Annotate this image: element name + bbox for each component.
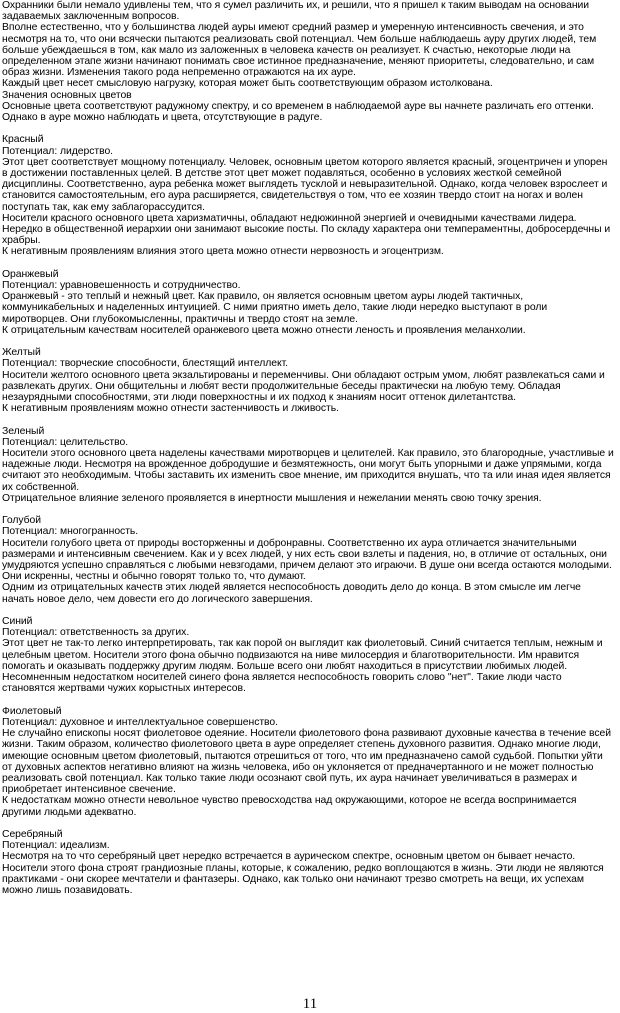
section-title: Зеленый: [2, 425, 45, 437]
section-paragraph: Носители этого основного цвета наделены качествами миротворцев и целителей. Как правило, это благородные, участливые и надежные люди. Несмотря на врожденное добродушие и безмятежность, они могут быть упорными и даже упрямыми, когда считают это необходимым. Чтобы заставить их изменить свое мнение, им приходится внушать, что та или иная идея является их собственной.: [2, 448, 614, 493]
section-paragraph: Этот цвет не так-то легко интерпретировать, так как порой он выглядит как фиолетовый. Синий считается теплым, нежным и целебным цветом. Носители этого фона обычно подвизаются на ниве милосердия и благотворительности. Им нравится помогать и оказывать поддержку другим людям. Больше всего они любят находиться в присутствии любимых людей.: [2, 638, 603, 672]
section-paragraph: К отрицательным качествам носителей оранжевого цвета можно отнести леность и проявления меланхолии.: [2, 324, 526, 336]
section-paragraph: Оранжевый - это теплый и нежный цвет. Как правило, он является основным цветом ауры людей тактичных, коммуникабельных и наделенных интуицией. С ними приятно иметь дело, такие люди нередко выступают в роли миротворцев. Они глубокомысленны, практичны и твердо стоят на земле.: [2, 291, 548, 325]
section-violet: [2, 706, 614, 818]
intro-paragraph: Основные цвета соответствуют радужному спектру, и со временем в наблюдаемой ауре вы начнете различать его оттенки. Однако в ауре можно наблюдать и цвета, отсутствующие в радуге.: [2, 100, 594, 124]
intro-block: [2, 0, 614, 123]
section-paragraph: К негативным проявлениям влияния этого цвета можно отнести нервозность и эгоцентризм.: [2, 246, 444, 258]
section-paragraph: Отрицательное влияние зеленого проявляется в инертности мышления и нежелании менять свою точку зрения.: [2, 492, 542, 504]
section-potential: Потенциал: лидерство.: [2, 145, 114, 157]
section-paragraph: Несомненным недостатком носителей синего фона является неспособность говорить слово "нет". Такие люди часто становятся жертвами чужих корыстных интересов.: [2, 672, 562, 695]
section-title: Желтый: [2, 347, 41, 359]
section-potential: Потенциал: идеализм.: [2, 840, 110, 852]
section-title: Голубой: [2, 515, 42, 527]
section-title: Оранжевый: [2, 268, 59, 280]
section-paragraph: Этот цвет соответствует мощному потенциалу. Человек, основным цветом которого является красный, эгоцентричен и упорен в достижении поставленных целей. В детстве этот цвет может подавляться, особенно в условиях жесткой семейной дисциплины. Соответственно, аура ребенка может выглядеть тусклой и невыразительной. Однако, когда человек взрослеет и становится самостоятельным, его аура расширяется, свидетельствуя о том, что ее хозяин твердо стоит на ногах и волен поступать так, как ему заблагорассудится.: [2, 156, 608, 213]
section-paragraph: Несмотря на то что серебряный цвет нередко встречается в аурическом спектре, основным цветом он бывает нечасто. Носители этого фона строят грандиозные планы, которые, к сожалению, редко воплощаются в жизнь. Эти люди не являются практиками - они скорее мечтатели и фантазеры. Однако, как только они начинают трезво смотреть на вещи, их успехам можно лишь позавидовать.: [2, 851, 604, 896]
page-text: [2, 0, 614, 896]
section-potential: Потенциал: духовное и интеллектуальное совершенство.: [2, 716, 278, 728]
section-title: Фиолетовый: [2, 705, 62, 717]
section-red: [2, 134, 614, 257]
section-silver: [2, 829, 614, 896]
section-potential: Потенциал: целительство.: [2, 436, 129, 448]
section-paragraph: Носители желтого основного цвета экзальтированы и переменчивы. Они обладают острым умом, любят развлекаться сами и развлекать других. Они общительны и любят вести продолжительные беседы практически на любую тему. Обладая незаурядными способностями, эти люди поверхностны и их подход к знаниям носит оттенок дилетантства.: [2, 369, 605, 404]
section-yellow: [2, 347, 614, 414]
section-potential: Потенциал: творческие способности, блестящий интеллект.: [2, 358, 289, 370]
section-orange: [2, 269, 614, 336]
section-title: Синий: [2, 616, 33, 628]
section-title: Серебряный: [2, 828, 63, 840]
section-heading: Значения основных цветов: [2, 89, 132, 101]
section-potential: Потенциал: ответственность за других.: [2, 627, 190, 639]
section-green: [2, 426, 614, 504]
intro-paragraph: Каждый цвет несет смысловую нагрузку, которая может быть соответствующим образом истолкована.: [2, 78, 493, 90]
section-potential: Потенциал: уравновешенность и сотрудничество.: [2, 280, 241, 292]
section-blue: [2, 616, 614, 694]
page-number: 11: [302, 996, 318, 1012]
section-potential: Потенциал: многогранность.: [2, 526, 139, 538]
section-paragraph: Не случайно епископы носят фиолетовое одеяние. Носители фиолетового фона развивают духовные качества в течение всей жизни. Таким образом, количество фиолетового цвета в ауре определяет степень духовного развития. Однако многие люди, имеющие основным цветом фиолетовый, пытаются отрешиться от того, что им предназначено самой судьбой. Попытки уйти от духовных аспектов негативно влияют на жизнь человека, ибо он уклоняется от предначертанного и не может полностью реализовать свой потенциал. Как только такие люди осознают свой путь, их аура начинает увеличиваться в размерах и приобретает интенсивное свечение.: [2, 728, 611, 796]
section-paragraph: Носители голубого цвета от природы восторженны и добронравны. Соответственно их аура отличается значительными размерами и интенсивным свечением. Как и у всех людей, у них есть свои взлеты и падения, но, в отличие от остальных, они умудряются успешно справляться с любыми невзгодами, причем делают это играючи. В душе они всегда остаются молодыми. Они искренны, честны и обычно говорят только то, что думают.: [2, 537, 612, 583]
section-light-blue: [2, 515, 614, 605]
section-paragraph: К негативным проявлениям можно отнести застенчивость и лживость.: [2, 403, 339, 415]
section-paragraph: Одним из отрицательных качеств этих людей является неспособность доводить дело до конца. В этом смысле им легче начать новое дело, чем довести его до логического завершения.: [2, 582, 581, 605]
section-paragraph: Носители красного основного цвета харизматичны, обладают недюжинной энергией и очевидными качествами лидера. Нередко в общественной иерархии они занимают высокие посты. По складу характера они темпераментны, добросердечны и храбры.: [2, 212, 611, 247]
intro-paragraph: Вполне естественно, что у большинства людей ауры имеют средний размер и умеренную интенсивность свечения, и это несмотря на то, что они всячески пытаются реализовать свой потенциал. Чем больше наблюдаешь ауру других людей, тем больше убеждаешься в том, как мало из заложенных в человека качеств он реализует. К счастью, некоторые люди на определенном этапе жизни начинают понимать свое истинное предназначение, меняют приоритеты, следовательно, и сам образ жизни. Изменения такого рода непременно отражаются на их ауре.: [2, 22, 597, 79]
section-paragraph: К недостаткам можно отнести невольное чувство превосходства над окружающими, которое не всегда воспринимается другими людьми адекватно.: [2, 795, 577, 818]
intro-paragraph: Охранники были немало удивлены тем, что я сумел различить их, и решили, что я пришел к таким выводам на основании задаваемых заключенным вопросов.: [2, 0, 590, 23]
section-title: Красный: [2, 134, 44, 146]
